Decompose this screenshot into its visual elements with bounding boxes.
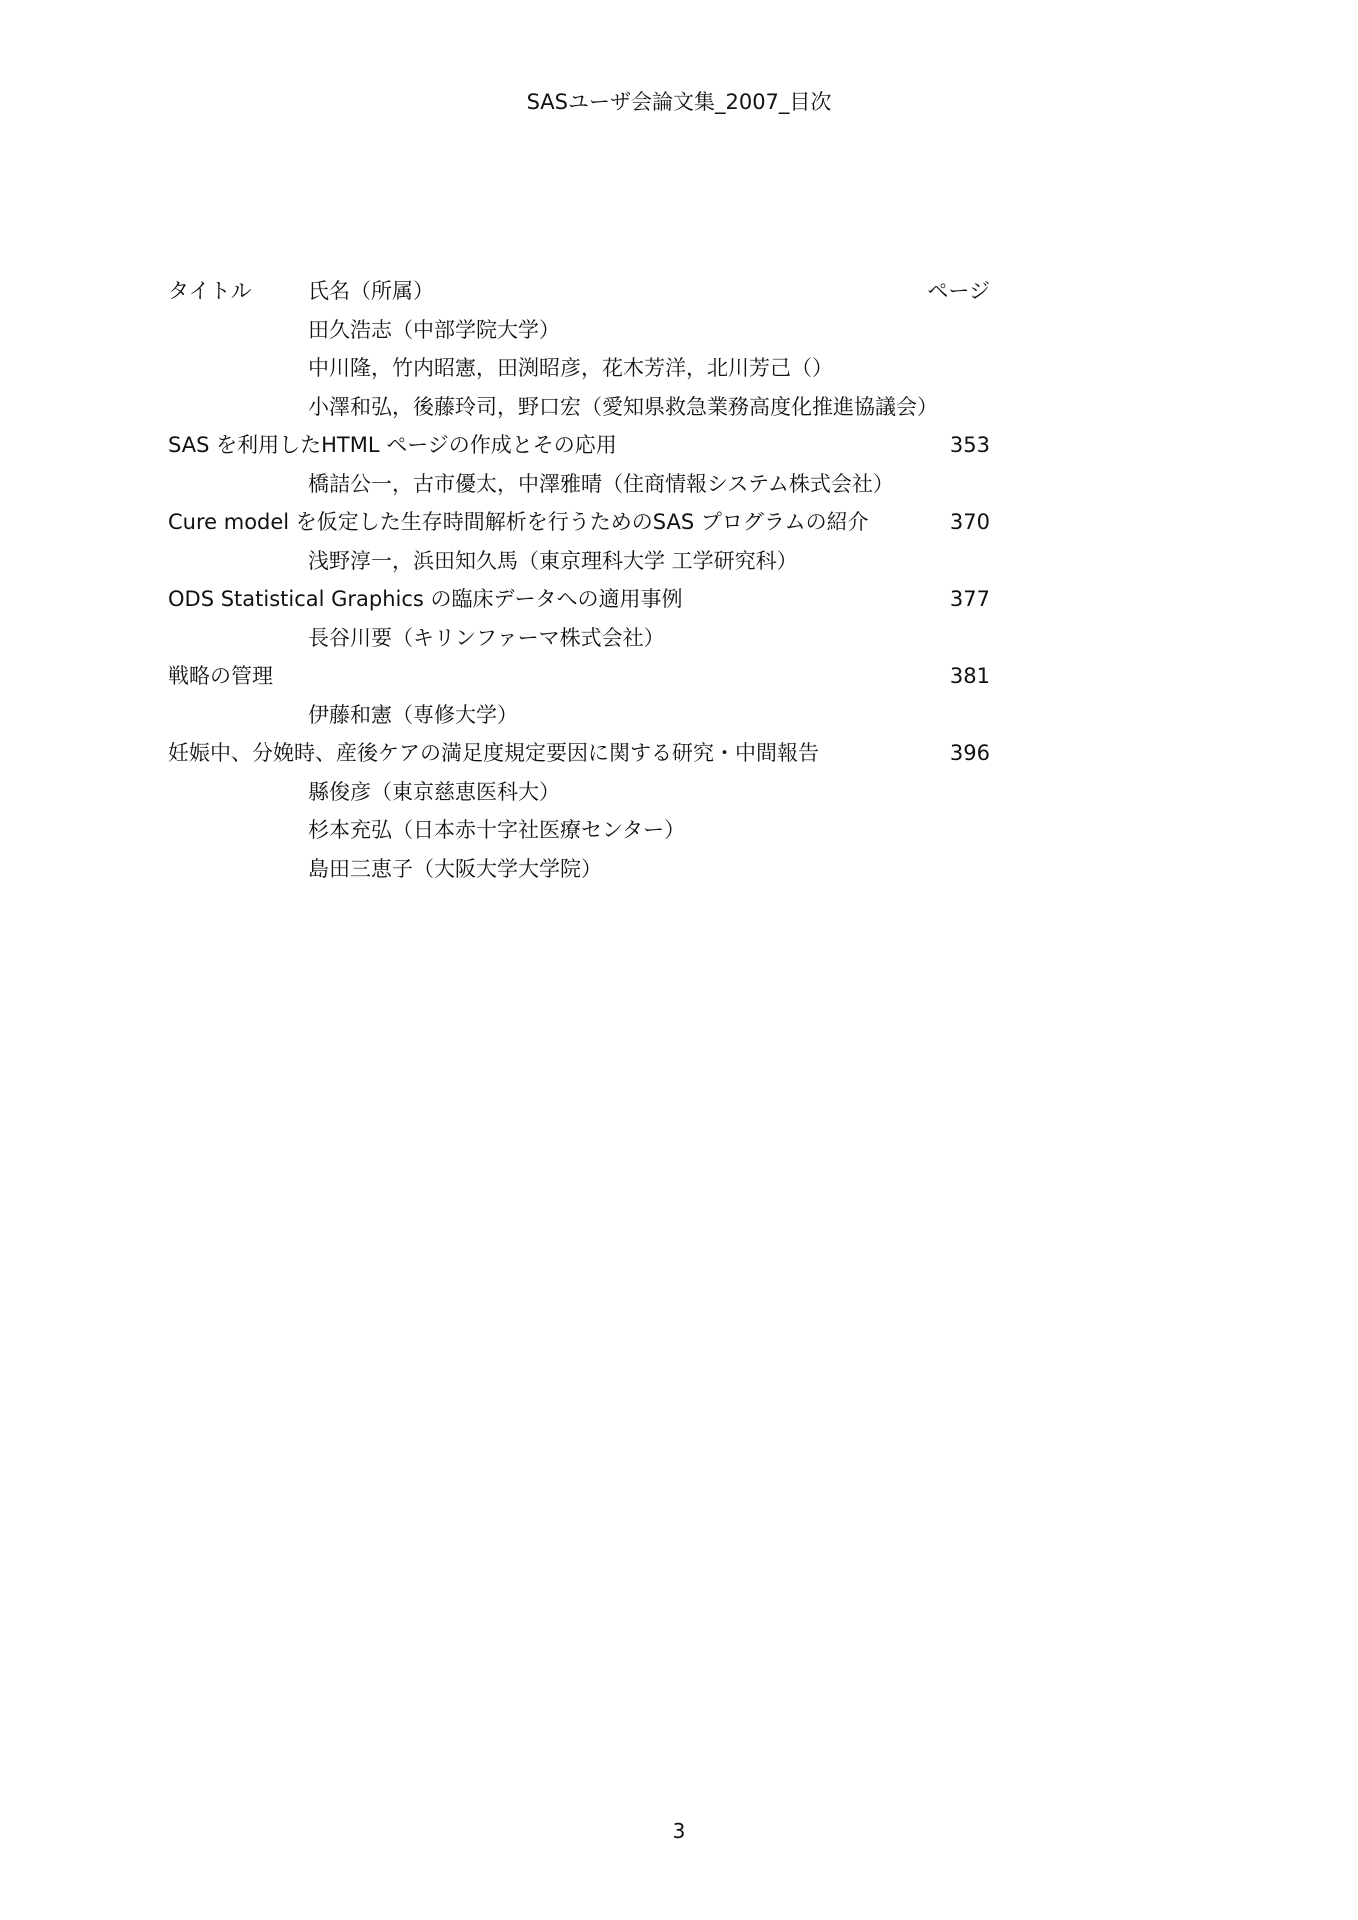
toc-author-row [168,811,1168,850]
toc-page-number[interactable]: 381 [949,664,990,688]
toc-author-text: 島田三恵子（大阪大学大学院） [308,856,602,881]
toc-author-text: 中川隆，竹内昭憲，田渕昭彦，花木芳洋，北川芳己（） [308,356,833,380]
toc-title-row[interactable] [168,503,1168,542]
page-number: 3 [672,1819,686,1843]
author-column-header: 氏名（所属） [308,279,434,303]
toc-title-text[interactable]: SAS を利用したHTML ページの作成とその応用 [168,433,617,457]
toc-title-row[interactable] [168,426,1168,465]
toc-author-row [168,773,1168,812]
toc-title-text[interactable]: 妊娠中、分娩時、産後ケアの満足度規定要因に関する研究・中間報告 [168,741,819,765]
toc-author-row [168,696,1168,735]
toc-page-number[interactable]: 377 [949,587,990,611]
toc-column-headers [168,272,1168,311]
document-header: SASユーザ会論文集_2007_目次 [526,90,832,114]
toc-author-text: 橋詰公一，古市優太，中澤雅晴（住商情報システム株式会社） [308,471,894,496]
toc-author-row [168,388,1168,427]
page-column-header: ページ [927,279,990,303]
toc-author-text: 杉本充弘（日本赤十字社医療センター） [308,818,686,842]
toc-author-row [168,465,1168,504]
toc-title-row[interactable] [168,580,1168,619]
toc-author-text: 浅野淳一，浜田知久馬（東京理科大学 工学研究科） [308,548,798,573]
title-column-header: タイトル [168,279,252,303]
toc-title-row[interactable] [168,657,1168,696]
toc-author-text: 田久浩志（中部学院大学） [308,317,560,342]
toc-author-row [168,542,1168,581]
toc-author-text: 小澤和弘，後藤玲司，野口宏（愛知県救急業務高度化推進協議会） [308,394,938,419]
toc-author-row [168,850,1168,889]
toc-title-text[interactable]: 戦略の管理 [168,664,273,688]
toc-author-text: 伊藤和憲（専修大学） [308,702,518,727]
toc-author-row [168,349,1168,388]
table-of-contents [168,272,1168,888]
toc-page-number[interactable]: 353 [949,433,990,457]
toc-author-text: 縣俊彦（東京慈恵医科大） [308,779,560,804]
toc-author-text: 長谷川要（キリンファーマ株式会社） [308,625,665,650]
toc-title-text[interactable]: ODS Statistical Graphics の臨床データへの適用事例 [168,587,683,611]
toc-author-row [168,311,1168,350]
toc-title-row[interactable] [168,734,1168,773]
toc-page-number[interactable]: 396 [949,741,990,765]
toc-author-row [168,619,1168,658]
toc-page-number[interactable]: 370 [949,510,990,534]
toc-title-text[interactable]: Cure model を仮定した生存時間解析を行うためのSAS プログラムの紹介 [168,510,869,534]
